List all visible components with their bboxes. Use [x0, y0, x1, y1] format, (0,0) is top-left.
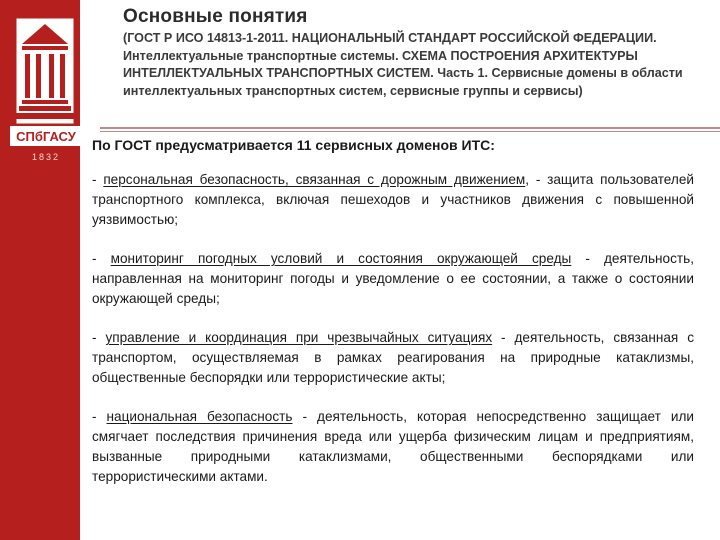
item-term: персональная безопасность, связанная с дорожным движением — [103, 172, 526, 187]
university-logo — [10, 14, 82, 169]
list-item — [92, 249, 694, 309]
logo-text: СПбГАСУ — [16, 129, 76, 144]
item-description: - деятельность, которая непосредственно защищает или смягчает последствия причинения вреда или ущерба физическим лицам и предприятиям, вызванные природными катаклизмами, общественными беспорядками или террористическими актами. — [92, 409, 695, 484]
list-item — [92, 328, 694, 388]
logo-year: 1832 — [31, 152, 61, 162]
page-subtitle: (ГОСТ Р ИСО 14813-1-2011. НАЦИОНАЛЬНЫЙ СТАНДАРТ РОССИЙСКОЙ ФЕДЕРАЦИИ. Интеллектуальные транспортные системы. СХЕМА ПОСТРОЕНИЯ АРХИТЕКТУРЫ ИНТЕЛЛЕКТУАЛЬНЫХ ТРАНСПОРТНЫХ СИСТЕМ. Часть 1. Сервисные домены в области интеллектуальных транспортных систем, сервисные группы и сервисы) — [123, 31, 683, 98]
item-bullet: - — [92, 409, 107, 424]
header-rule-top — [100, 127, 720, 129]
item-bullet: - — [92, 172, 104, 187]
building-icon — [16, 18, 74, 124]
main-content — [92, 136, 694, 506]
item-term: управление и координация при чрезвычайных ситуациях — [105, 330, 493, 345]
item-term: национальная безопасность — [106, 409, 293, 424]
item-description: - деятельность, связанная с транспортом, осуществляемая в рамках реагирования на природные катаклизмы, общественные беспорядки или террористические акты; — [92, 330, 694, 385]
item-description: , - защита пользователей транспортного комплекса, включая пешеходов и участников движения с повышенной уязвимостью; — [92, 172, 694, 227]
list-item — [92, 407, 694, 487]
page-title: Основные понятия — [123, 6, 308, 27]
item-description: - деятельность, направленная на мониторинг погоды и уведомление о ее состоянии, а также о состоянии окружающей среды; — [92, 251, 694, 306]
header-rule-bottom — [100, 131, 720, 132]
list-item — [92, 170, 694, 230]
item-bullet: - — [92, 330, 106, 345]
item-bullet: - — [92, 251, 111, 266]
item-term: мониторинг погодных условий и состояния окружающей среды — [110, 251, 572, 266]
lead-text: По ГОСТ предусматривается 11 сервисных доменов ИТС: — [92, 137, 495, 153]
